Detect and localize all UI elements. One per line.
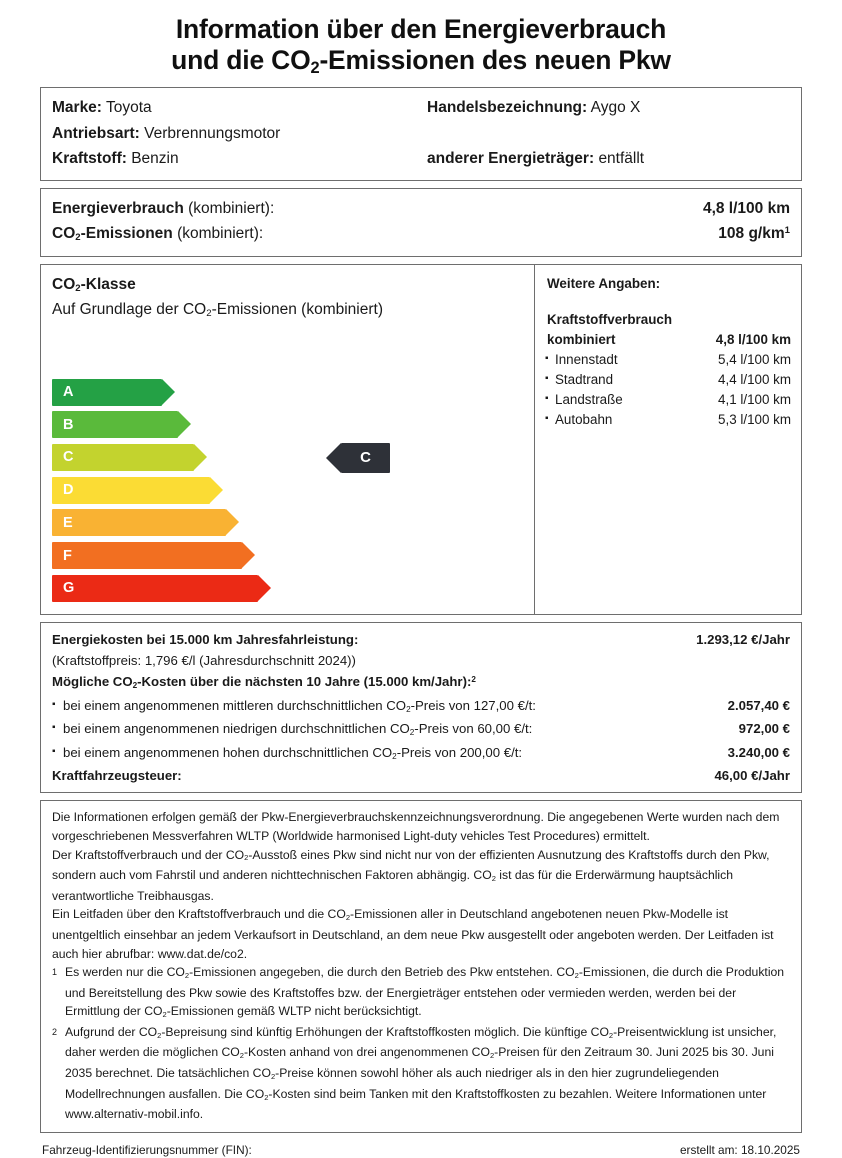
co2-class-bar-g	[52, 575, 258, 602]
co2-subscript: 2	[574, 971, 579, 981]
energieverbrauch-value: 4,8 l/100 km	[702, 199, 790, 217]
kraftstoffpreis-row	[52, 650, 790, 671]
weitere-angaben-title: Weitere Angaben:	[547, 275, 661, 291]
co2-subscript: 2	[75, 232, 81, 244]
legal-footnote-1: 1 Es werden nur die $CO_2$-Emissionen angegeben, die durch den Betrieb des Pkw entstehen. $CO_2$-Emissionen, die durch die Produktion und Bereitstellung des Pkw sowie des Kraftstoffes bzw. der Energieträger entstehen oder vermieden werden, werden bei der Ermittlung der $CO_2$-Emissionen gemäß WLTP nicht berücksichtigt.	[52, 965, 785, 1020]
co2-class-selected-marker: C	[341, 443, 390, 473]
page-title-line2: und die $CO_2$-Emissionen des neuen Pkw	[171, 45, 671, 78]
created-date-label: erstellt am: 18.10.2025	[679, 1142, 800, 1157]
co2-class-bar-label-e: E	[63, 514, 73, 531]
handelsbezeichnung-label: Handelsbezeichnung:	[427, 99, 588, 116]
consumption-summary-section	[40, 188, 802, 257]
co2-subscript: 2	[244, 853, 249, 863]
co2-class-bar-label-a: A	[63, 384, 74, 401]
kraftstoffverbrauch-row-label: ▪ Autobahn	[547, 410, 612, 430]
energiekosten-value: 1.293,12 €/Jahr	[696, 631, 790, 647]
co2-subscript: 2	[75, 282, 81, 294]
co2-preis-mittel-value: 2.057,40 €	[727, 697, 790, 713]
kraftstoffpreis-note: (Kraftstoffpreis: 1,796 €/l (Jahresdurchschnitt 2024))	[52, 652, 356, 668]
co2-emissionen-label: $CO_2$-Emissionen (kombiniert):	[52, 225, 264, 244]
energiekosten-label: Energiekosten bei 15.000 km Jahresfahrleistung:	[52, 631, 359, 647]
footnote-ref-1: 1	[784, 225, 790, 237]
kraftstoffverbrauch-row	[547, 410, 791, 430]
co2-class-bar-b	[52, 411, 258, 438]
kraftstoffverbrauch-row-value: 4,1 l/100 km	[718, 391, 791, 407]
legal-paragraph-2: Der Kraftstoffverbrauch und der $CO_2$-Ausstoß eines Pkw sind nicht nur von der effizienten Ausnutzung des Kraftstoffs durch den Pkw, sondern auch vom Fahrstil und anderen nichttechnischen Faktoren abhängig. $CO_2$ ist das für die Erderwärmung hauptsächlich verantwortliche Treibhausgas.	[52, 847, 770, 903]
co2-emissionen-row	[52, 221, 790, 249]
moegliche-co2-kosten-label: Mögliche $CO_2$-Kosten über die nächsten 10 Jahre (15.000 km/Jahr):$^2$	[52, 674, 476, 691]
co2-class-bar-f	[52, 542, 258, 569]
marke-cell	[52, 95, 427, 121]
co2-preis-niedrig-label: ▪ bei einem angenommenen niedrigen durchschnittlichen $CO_2$-Preis von 60,00 €/t:	[52, 718, 532, 741]
kraftstoffverbrauch-row-label: ▪ Innenstadt	[547, 350, 618, 370]
legal-notes-section	[40, 800, 802, 1133]
co2-subscript: 2	[132, 681, 138, 691]
kraftstoffverbrauch-row	[547, 370, 791, 390]
handelsbezeichnung-value: Aygo X	[590, 99, 641, 116]
kraftstoffverbrauch-row-label: kombiniert	[547, 331, 616, 347]
kraftstoff-value: Benzin	[131, 150, 179, 167]
co2-preis-hoch-value: 3.240,00 €	[727, 744, 790, 760]
co2-subscript: 2	[239, 1051, 244, 1061]
kraftstoffverbrauch-row	[547, 390, 791, 410]
co2-class-bar-body-d	[52, 477, 210, 504]
co2-subscript: 2	[157, 1030, 162, 1040]
co2-class-bar-body-b	[52, 411, 178, 438]
legal-footnote-2: 2 Aufgrund der $CO_2$-Bepreisung sind künftig Erhöhungen der Kraftstoffkosten möglich. Die künftige $CO_2$-Preisentwicklung ist unsicher, daher werden die möglichen $CO_2$-Kosten anhand von drei angenommenen $CO_2$-Preisen für den Zeitraum 30. Juni 2025 bis 30. Juni 2035 berechnet. Die tatsächlichen $CO_2$-Preise können sowohl höher als auch niedriger als in den hier zugrundeliegenden Modellrechnungen ausfallen. Die $CO_2$-Kosten sind beim Tanken mit den Kraftstoffkosten zu bezahlen. Weitere Informationen unter www.alternativ-mobil.info.	[52, 1024, 777, 1122]
kraftstoffverbrauch-row-label: ▪ Landstraße	[547, 390, 623, 410]
document-footer	[40, 1133, 802, 1158]
co2-class-bar-a	[52, 379, 258, 406]
co2-class-bar-label-g: G	[63, 580, 75, 597]
co2-emissionen-value: 108 $g/km^1$	[718, 225, 790, 242]
co2-klasse-subheading: Auf Grundlage der $CO_2$-Emissionen (kombiniert)	[52, 300, 383, 319]
co2-subscript: 2	[162, 1010, 167, 1020]
kraftstoff-label: Kraftstoff:	[52, 150, 127, 167]
kraftstoffverbrauch-row-value: 4,4 l/100 km	[718, 371, 791, 387]
co2-class-bar-body-a	[52, 379, 162, 406]
co2-subscript: 2	[489, 1051, 495, 1061]
co2-subscript: 2	[345, 913, 351, 923]
co2-class-bar-body-g	[52, 575, 258, 602]
co2-preis-hoch-row	[52, 742, 790, 765]
kraftstoffverbrauch-row-label: ▪ Stadtrand	[547, 370, 613, 390]
co2-class-section	[40, 264, 802, 615]
co2-subscript: 2	[264, 1092, 269, 1102]
footnote-1-marker: 1	[52, 967, 58, 978]
page-title-line1: Information über den Energieverbrauch	[175, 14, 667, 44]
moegliche-co2-kosten-row	[52, 671, 790, 694]
kraftstoffverbrauch-row	[547, 350, 791, 370]
co2-class-bar-d	[52, 477, 258, 504]
kraftstoffverbrauch-list	[547, 330, 791, 430]
kraftstoffverbrauch-row-value: 5,4 l/100 km	[718, 351, 791, 367]
co2-preis-niedrig-value: 972,00 €	[738, 721, 790, 737]
co2-subscript: 2	[406, 704, 411, 714]
co2-class-bar-label-d: D	[63, 482, 74, 499]
anderer-energietraeger-value: entfällt	[598, 150, 645, 167]
co2-class-bar-body-e	[52, 509, 226, 536]
co2-preis-mittel-label: ▪ bei einem angenommenen mittleren durchschnittlichen $CO_2$-Preis von 127,00 €/t:	[52, 695, 536, 718]
identity-row-marke	[52, 95, 790, 121]
antriebsart-cell	[52, 121, 427, 147]
co2-subscript: 2	[608, 1030, 614, 1040]
co2-subscript: 2	[310, 59, 320, 78]
co2-class-bar-label-c: C	[63, 449, 74, 466]
legal-paragraph-1: Die Informationen erfolgen gemäß der Pkw-Energieverbrauchskennzeichnungsverordnung. Die angegebenen Werte wurden nach dem vorgeschriebenen Messverfahren WLTP (Worldwide harmonised Light-duty vehicles Test Procedures) ermittelt.	[52, 810, 780, 843]
energiekosten-row	[52, 629, 790, 650]
kraftstoff-cell	[52, 146, 427, 172]
kraftstoffverbrauch-row	[547, 330, 791, 350]
co2-preis-niedrig-row	[52, 718, 790, 741]
co2-subscript: 2	[409, 728, 415, 738]
kraftfahrzeugsteuer-row	[52, 765, 790, 786]
co2-class-bar-scale	[52, 379, 258, 608]
kraftfahrzeugsteuer-value: 46,00 €/Jahr	[714, 767, 790, 783]
vehicle-identity-section	[40, 87, 802, 181]
co2-subscript: 2	[270, 1072, 276, 1082]
anderer-energietraeger-cell	[427, 146, 790, 172]
co2-preis-mittel-row	[52, 695, 790, 718]
co2-klasse-heading: $CO_2$-Klasse	[52, 275, 136, 294]
co2-class-bar-e	[52, 509, 258, 536]
cost-section	[40, 622, 802, 794]
co2-class-bar-body-c	[52, 444, 194, 471]
co2-class-bar-label-f: F	[63, 547, 73, 564]
co2-class-bar-body-f	[52, 542, 242, 569]
legal-paragraph-3: Ein Leitfaden über den Kraftstoffverbrauch und die $CO_2$-Emissionen aller in Deutschland angebotenen neuen Pkw-Modelle ist unentgeltlich einsehbar an jedem Verkaufsort in Deutschland, an dem neue Pkw ausgestellt oder angeboten werden. Der Leitfaden ist auch hier abrufbar: www.dat.de/co2.	[52, 907, 774, 961]
page-title	[40, 0, 802, 80]
anderer-energietraeger-label: anderer Energieträger:	[427, 150, 595, 167]
co2-class-bar-label-b: B	[63, 416, 74, 433]
spacer	[547, 294, 791, 310]
energieverbrauch-label: Energieverbrauch (kombiniert):	[52, 199, 275, 217]
marke-label: Marke:	[52, 99, 102, 116]
co2-subscript: 2	[491, 874, 496, 884]
identity-row-kraftstoff	[52, 146, 790, 172]
co2-class-bar-c	[52, 444, 258, 471]
kraftstoffverbrauch-heading: Kraftstoffverbrauch	[547, 311, 673, 327]
fin-label: Fahrzeug-Identifizierungsnummer (FIN):	[42, 1142, 252, 1157]
co2-preis-hoch-label: ▪ bei einem angenommenen hohen durchschnittlichen $CO_2$-Preis von 200,00 €/t:	[52, 742, 522, 765]
co2-subscript: 2	[206, 307, 212, 319]
antriebsart-empty-cell	[427, 121, 790, 147]
weitere-angaben-panel	[535, 265, 801, 614]
kraftfahrzeugsteuer-label: Kraftfahrzeugsteuer:	[52, 767, 182, 783]
kraftstoffverbrauch-row-value: 5,3 l/100 km	[718, 411, 791, 427]
identity-row-antriebsart	[52, 121, 790, 147]
antriebsart-label: Antriebsart:	[52, 124, 140, 142]
antriebsart-value: Verbrennungsmotor	[144, 124, 281, 142]
handelsbezeichnung-cell	[427, 95, 790, 121]
energieverbrauch-row	[52, 196, 790, 222]
kraftstoffverbrauch-row-value: 4,8 l/100 km	[715, 331, 791, 347]
footnote-ref-2: 2	[471, 675, 476, 685]
marke-value: Toyota	[106, 99, 152, 116]
footnote-2-marker: 2	[52, 1026, 58, 1037]
co2-class-scale-panel	[41, 265, 535, 614]
co2-subscript: 2	[392, 751, 397, 761]
co2-subscript: 2	[184, 971, 190, 981]
